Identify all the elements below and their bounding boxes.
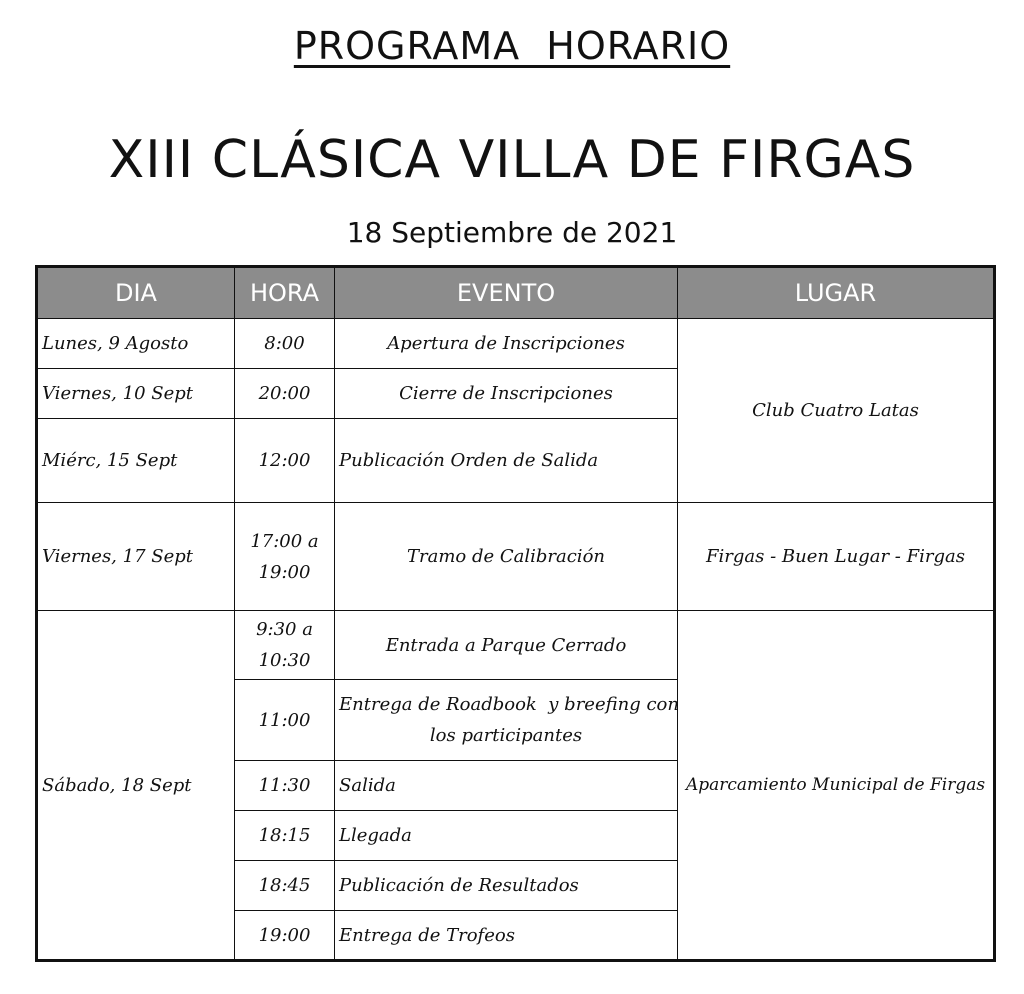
event-cell: Publicación de Resultados	[335, 861, 678, 911]
day-cell: Miérc, 15 Sept	[37, 419, 235, 503]
place-cell: Club Cuatro Latas	[678, 319, 995, 503]
event-cell: Salida	[335, 761, 678, 811]
event-cell: Publicación Orden de Salida	[335, 419, 678, 503]
event-line-1: Entrega de Roadbook y breefing con	[339, 694, 679, 715]
event-cell: Cierre de Inscripciones	[335, 369, 678, 419]
event-cell	[335, 680, 678, 761]
time-cell: 18:15	[235, 811, 335, 861]
day-cell: Lunes, 9 Agosto	[37, 319, 235, 369]
day-cell: Viernes, 10 Sept	[37, 369, 235, 419]
program-title: PROGRAMA HORARIO	[293, 24, 731, 68]
place-cell: Aparcamiento Municipal de Firgas	[678, 611, 995, 961]
table-row	[37, 319, 995, 369]
table-row	[37, 503, 995, 611]
event-cell: Llegada	[335, 811, 678, 861]
time-cell	[235, 611, 335, 680]
table-header-row	[37, 267, 995, 319]
event-cell: Entrada a Parque Cerrado	[335, 611, 678, 680]
header-dia: DIA	[37, 267, 235, 319]
time-cell: 11:30	[235, 761, 335, 811]
time-cell: 8:00	[235, 319, 335, 369]
place-cell: Firgas - Buen Lugar - Firgas	[678, 503, 995, 611]
time-cell: 11:00	[235, 680, 335, 761]
event-cell: Tramo de Calibración	[335, 503, 678, 611]
time-end: 10:30	[258, 650, 311, 671]
time-cell: 19:00	[235, 911, 335, 961]
header-lugar: LUGAR	[678, 267, 995, 319]
table-row	[37, 611, 995, 680]
day-cell: Sábado, 18 Sept	[37, 611, 235, 961]
time-cell: 12:00	[235, 419, 335, 503]
schedule-table	[35, 265, 996, 962]
event-cell: Entrega de Trofeos	[335, 911, 678, 961]
time-cell	[235, 503, 335, 611]
event-line-2: los participantes	[429, 725, 583, 746]
day-cell: Viernes, 17 Sept	[37, 503, 235, 611]
event-date: 18 Septiembre de 2021	[346, 216, 678, 249]
time-cell: 20:00	[235, 369, 335, 419]
header-evento: EVENTO	[335, 267, 678, 319]
header-hora: HORA	[235, 267, 335, 319]
event-name: XIII CLÁSICA VILLA DE FIRGAS	[108, 130, 916, 190]
time-start: 17:00 a	[250, 530, 319, 552]
event-cell: Apertura de Inscripciones	[335, 319, 678, 369]
time-cell: 18:45	[235, 861, 335, 911]
time-end: 19:00	[258, 561, 311, 583]
time-start: 9:30 a	[256, 619, 313, 640]
